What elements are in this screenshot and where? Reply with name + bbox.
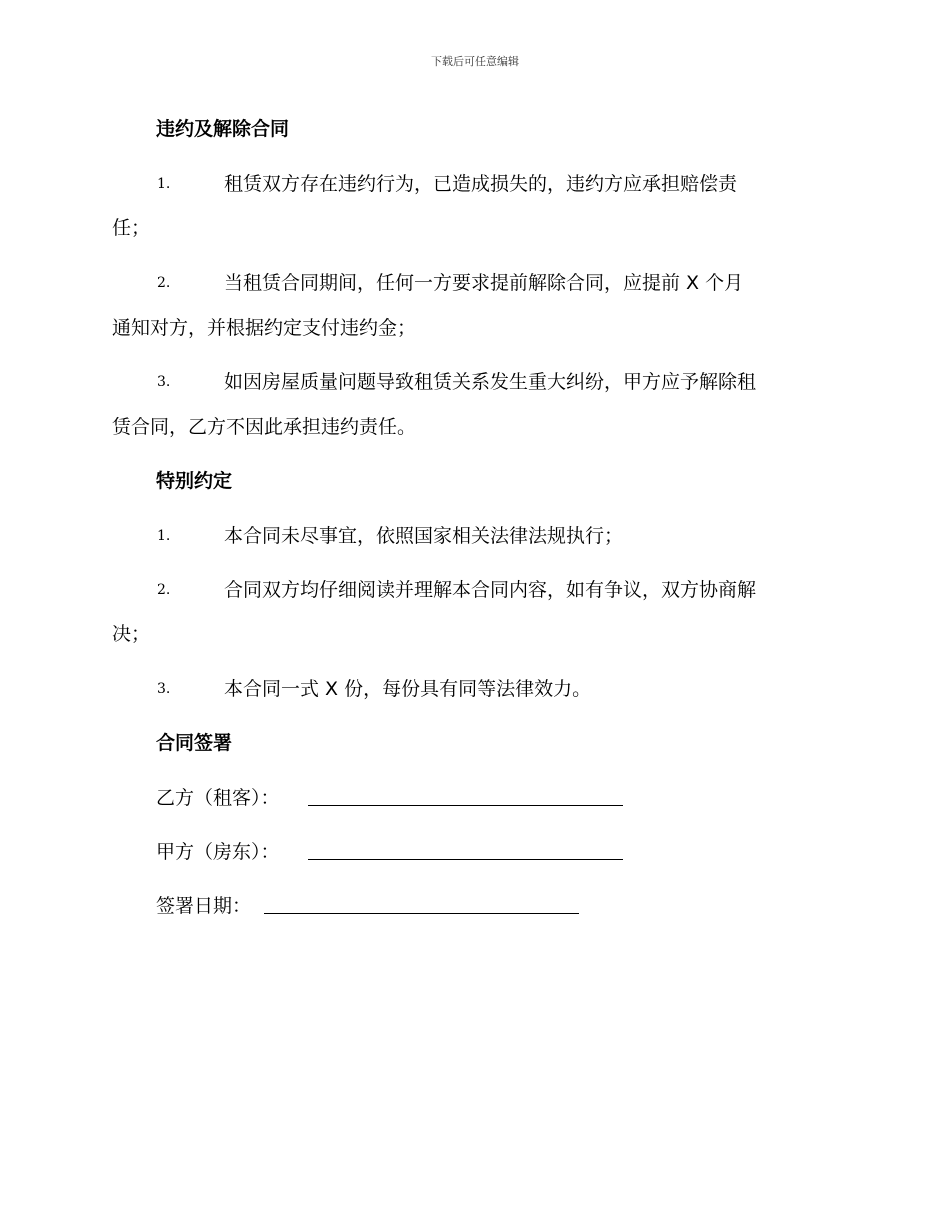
item-number: 3. bbox=[157, 681, 171, 697]
clause-text: 合同双方均仔细阅读并理解本合同内容，如有争议，双方协商解 bbox=[224, 579, 757, 601]
signing-date-line bbox=[264, 913, 579, 914]
section-heading-special: 特别约定 bbox=[156, 470, 233, 492]
item-number: 2. bbox=[157, 275, 171, 291]
clause-text-continued: 通知对方，并根据约定支付违约金； bbox=[112, 317, 417, 339]
item-number: 1. bbox=[157, 176, 171, 192]
item-number: 3. bbox=[157, 374, 171, 390]
clause-text: 当租赁合同期间，任何一方要求提前解除合同，应提前 X 个月 bbox=[224, 272, 744, 294]
clause-text: 租赁双方存在违约行为，已造成损失的，违约方应承担赔偿责 bbox=[224, 173, 738, 195]
clause-text: 本合同一式 X 份，每份具有同等法律效力。 bbox=[224, 678, 592, 700]
tenant-signature-line bbox=[308, 805, 623, 806]
clause-text-continued: 任； bbox=[112, 217, 151, 239]
signing-date-label: 签署日期： bbox=[156, 895, 252, 917]
clause-text-continued: 赁合同，乙方不因此承担违约责任。 bbox=[112, 416, 417, 438]
section-heading-signing: 合同签署 bbox=[156, 732, 233, 754]
section-heading-breach: 违约及解除合同 bbox=[156, 118, 290, 140]
clause-text: 本合同未尽事宜，依照国家相关法律法规执行； bbox=[224, 525, 624, 547]
page-header: 下载后可任意编辑 bbox=[431, 55, 519, 68]
clause-text-continued: 决； bbox=[112, 623, 151, 645]
item-number: 2. bbox=[157, 582, 171, 598]
item-number: 1. bbox=[157, 528, 171, 544]
landlord-signature-line bbox=[308, 859, 623, 860]
tenant-signature-label: 乙方（租客）： bbox=[156, 787, 280, 809]
landlord-signature-label: 甲方（房东）： bbox=[156, 841, 280, 863]
clause-text: 如因房屋质量问题导致租赁关系发生重大纠纷，甲方应予解除租 bbox=[224, 371, 757, 393]
